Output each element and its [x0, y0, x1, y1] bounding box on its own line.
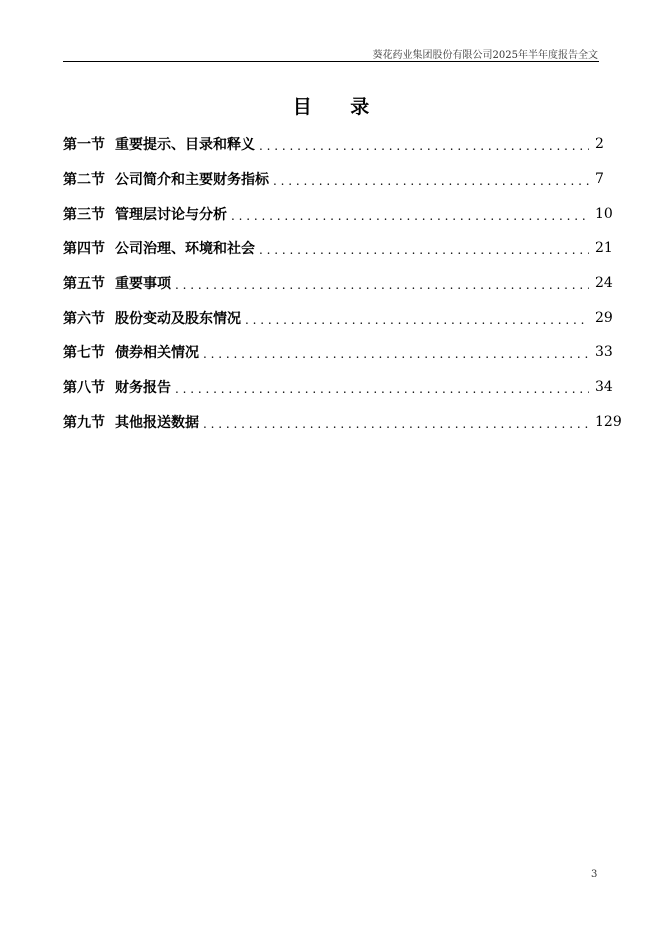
toc-page-number: 129 [595, 413, 622, 430]
toc-entry[interactable] [63, 266, 623, 301]
toc-section-number: 第一节 [63, 137, 105, 154]
toc-section-number: 第八节 [63, 380, 105, 397]
footer-page-number: 3 [591, 869, 598, 880]
toc-section-title: 公司治理、环境和社会 [115, 241, 255, 258]
toc-page-number: 34 [595, 379, 613, 396]
toc-section-number: 第七节 [63, 345, 105, 362]
toc-entry[interactable] [63, 127, 623, 162]
toc-page-number: 10 [595, 205, 613, 222]
toc-section-title: 财务报告 [115, 380, 171, 397]
toc-entry[interactable] [63, 370, 623, 405]
toc-dot-leader [231, 209, 589, 223]
header-divider [63, 61, 599, 62]
toc-dot-leader [175, 278, 589, 292]
toc-section-title: 公司简介和主要财务指标 [115, 172, 269, 189]
toc-section-number: 第四节 [63, 241, 105, 258]
toc-entry[interactable] [63, 335, 623, 370]
toc-dot-leader [175, 382, 589, 396]
toc-section-number: 第三节 [63, 206, 105, 223]
running-header: 葵花药业集团股份有限公司2025年半年度报告全文 [372, 50, 598, 61]
toc-entry[interactable] [63, 300, 623, 335]
toc-section-title: 重要提示、目录和释义 [115, 137, 255, 154]
toc-dot-leader [245, 313, 589, 327]
toc-page-number: 29 [595, 309, 613, 326]
toc-dot-leader [203, 417, 589, 431]
page-title: 目 录 [292, 96, 386, 118]
toc-page-number: 24 [595, 275, 613, 292]
toc-page-number: 2 [595, 136, 604, 153]
toc-section-title: 管理层讨论与分析 [115, 206, 227, 223]
toc-section-title: 债券相关情况 [115, 345, 199, 362]
toc-page-number: 33 [595, 344, 613, 361]
toc-section-title: 其他报送数据 [115, 414, 199, 431]
toc-page-number: 7 [595, 171, 604, 188]
toc-dot-leader [203, 347, 589, 361]
toc-dot-leader [259, 139, 589, 153]
toc-entry[interactable] [63, 405, 623, 440]
toc-entry[interactable] [63, 231, 623, 266]
toc-section-title: 股份变动及股东情况 [115, 310, 241, 327]
toc-entry[interactable] [63, 196, 623, 231]
toc-section-number: 第六节 [63, 310, 105, 327]
table-of-contents [63, 127, 623, 439]
toc-section-number: 第五节 [63, 276, 105, 293]
toc-section-number: 第九节 [63, 414, 105, 431]
toc-dot-leader [273, 174, 589, 188]
toc-page-number: 21 [595, 240, 613, 257]
toc-section-number: 第二节 [63, 172, 105, 189]
toc-entry[interactable] [63, 162, 623, 197]
toc-section-title: 重要事项 [115, 276, 171, 293]
toc-dot-leader [259, 243, 589, 257]
